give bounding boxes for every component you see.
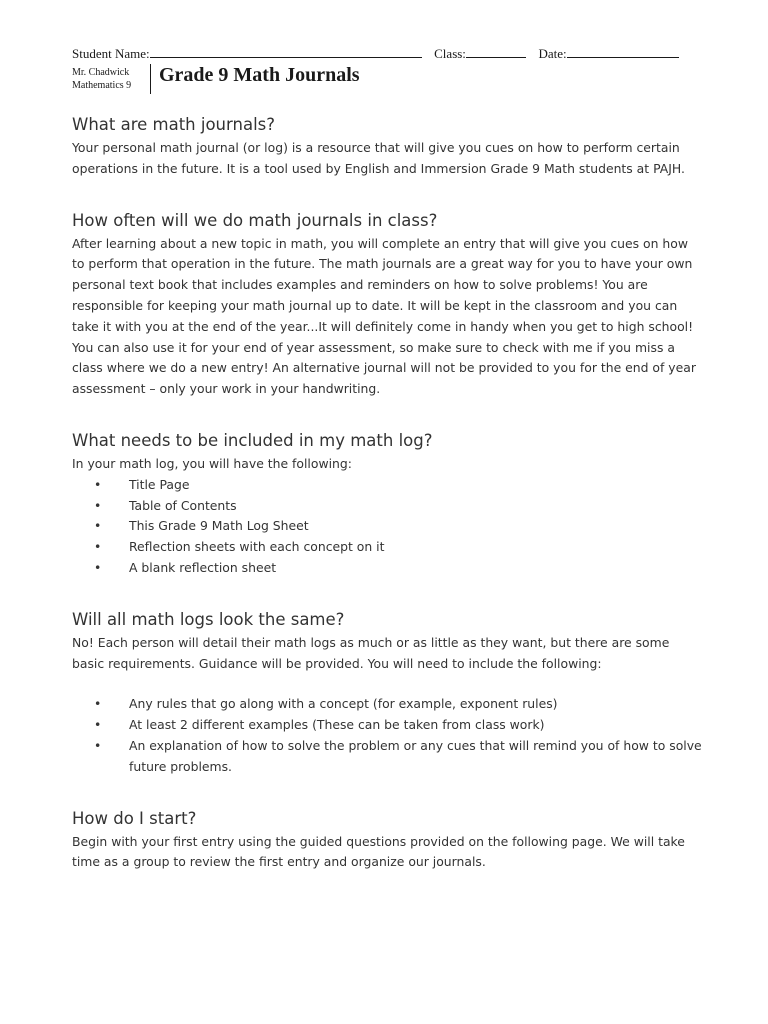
date-label: Date: bbox=[538, 46, 567, 61]
section-look-same bbox=[72, 609, 702, 778]
bullet-icon: • bbox=[94, 717, 102, 733]
class-label: Class: bbox=[434, 46, 466, 61]
bullet-icon: • bbox=[94, 559, 102, 575]
section-intro: No! Each person will detail their math logs as much or as little as they want, but there are some basic requirements. Guidance will be provided. You will need to include the following: bbox=[72, 634, 670, 671]
section-how-often bbox=[72, 210, 702, 400]
page-title: Grade 9 Math Journals bbox=[159, 64, 360, 86]
section-what-are-journals bbox=[72, 114, 702, 180]
bullet-icon: • bbox=[94, 737, 102, 753]
class-blank bbox=[466, 46, 526, 58]
document-body bbox=[72, 114, 702, 873]
section-paragraph: After learning about a new topic in math, you will complete an entry that will give you cues on how to perform that operation in the future. The math journals are a great way for you to have your own personal text book that includes examples and reminders on how to solve problems! You are responsible for keeping your math journal up to date. It will be kept in the classroom and you can take it with you at the end of the year...It will definitely come in handy when you get to high school! You can also use it for your end of year assessment, so make sure to check with me if you miss a class where we do a new entry! An alternative journal will not be provided to you for the end of year assessment – only your work in your handwriting. bbox=[72, 235, 696, 397]
teacher-info bbox=[72, 66, 131, 92]
bullet-icon: • bbox=[94, 497, 102, 513]
section-heading: How often will we do math journals in class? bbox=[72, 210, 438, 230]
section-heading: Will all math logs look the same? bbox=[72, 609, 345, 629]
header-divider bbox=[150, 64, 151, 94]
list-item: • A blank reflection sheet bbox=[72, 558, 702, 579]
section-intro: In your math log, you will have the following: bbox=[72, 455, 352, 471]
section-what-included bbox=[72, 430, 702, 579]
student-name-blank bbox=[150, 46, 422, 58]
section-paragraph: Begin with your first entry using the guided questions provided on the following page. We will take time as a group to review the first entry and organize our journals. bbox=[72, 833, 685, 870]
list-item: • This Grade 9 Math Log Sheet bbox=[72, 516, 702, 537]
list-item: • Table of Contents bbox=[72, 496, 702, 517]
course-name: Mathematics 9 bbox=[72, 80, 132, 91]
section-paragraph: Your personal math journal (or log) is a resource that will give you cues on how to perform certain operations in the future. It is a tool used by English and Immersion Grade 9 Math students at PAJH. bbox=[72, 140, 685, 176]
header-fields bbox=[72, 46, 692, 62]
teacher-name: Mr. Chadwick bbox=[72, 67, 130, 78]
worksheet-header bbox=[72, 46, 692, 91]
section-heading: What needs to be included in my math log? bbox=[72, 430, 433, 450]
student-name-label: Student Name: bbox=[72, 46, 150, 61]
list-item: • Reflection sheets with each concept on it bbox=[72, 537, 702, 558]
bullet-icon: • bbox=[94, 518, 102, 534]
bullet-icon: • bbox=[94, 696, 102, 712]
list-item: • Any rules that go along with a concept (for example, exponent rules) bbox=[72, 694, 702, 715]
date-blank bbox=[567, 46, 679, 58]
section-heading: What are math journals? bbox=[72, 115, 276, 134]
list-item: • At least 2 different examples (These can be taken from class work) bbox=[72, 715, 702, 736]
list-item: • An explanation of how to solve the problem or any cues that will remind you of how to solve future problems. bbox=[94, 737, 702, 774]
requirements-list bbox=[72, 694, 702, 777]
list-item: • Title Page bbox=[72, 475, 702, 496]
section-heading: How do I start? bbox=[72, 808, 197, 828]
bullet-icon: • bbox=[94, 476, 102, 492]
section-how-start bbox=[72, 808, 702, 874]
bullet-icon: • bbox=[94, 539, 102, 555]
included-items-list bbox=[72, 475, 702, 579]
